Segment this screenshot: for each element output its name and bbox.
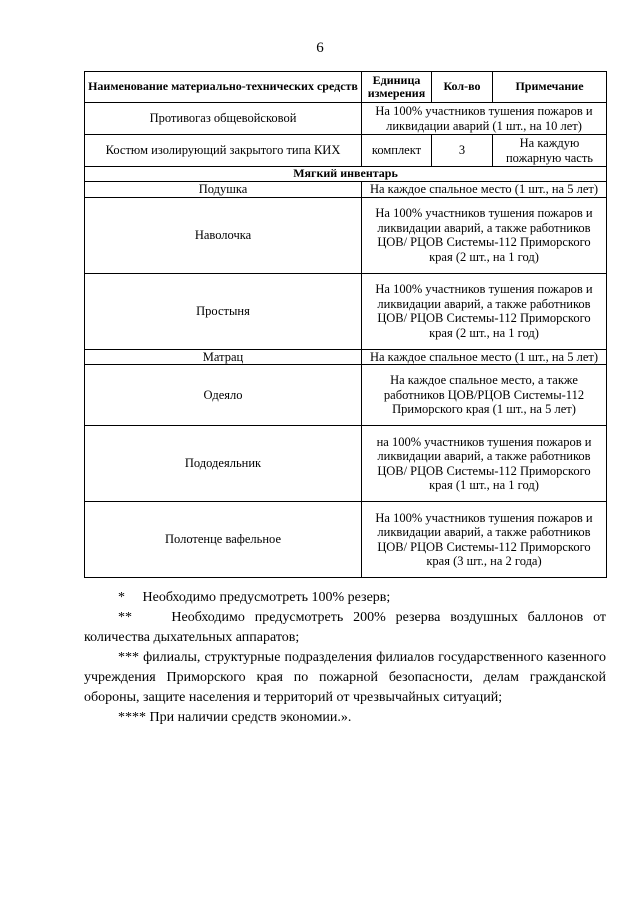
table-row (85, 349, 607, 365)
header-note: Примечание (493, 72, 607, 103)
header-qty: Кол-во (432, 72, 493, 103)
footnotes (84, 588, 610, 728)
footnote-2: ** Необходимо предусмотреть 200% резерва воздушных баллонов от количества дыхательных аппаратов; (84, 610, 610, 645)
row-note: На 100% участников тушения пожаров и ликвидации аварий, а также работников ЦОВ/ РЦОВ Системы-112 Приморского края (2 шт., на 1 год) (362, 197, 607, 273)
row-note: На 100% участников тушения пожаров и ликвидации аварий, а также работников ЦОВ/ РЦОВ Системы-112 Приморского края (3 шт., на 2 года) (362, 502, 607, 578)
table-header-row (85, 72, 607, 103)
equipment-table (84, 71, 607, 578)
row-note: на 100% участников тушения пожаров и ликвидации аварий, а также работников ЦОВ/ РЦОВ Системы-112 Приморского края (1 шт., на 1 год) (362, 426, 607, 502)
header-unit: Единица измерения (362, 72, 432, 103)
row-name: Простыня (85, 273, 362, 349)
table-row (85, 365, 607, 426)
row-note: На каждое спальное место (1 шт., на 5 лет) (362, 349, 607, 365)
row-name: Матрац (85, 349, 362, 365)
table-row (85, 182, 607, 198)
table-row (85, 426, 607, 502)
footnote-1: * Необходимо предусмотреть 100% резерв; (118, 590, 391, 605)
footnote-4: **** При наличии средств экономии.». (118, 710, 352, 725)
row-name: Полотенце вафельное (85, 502, 362, 578)
row-note: На 100% участников тушения пожаров и ликвидации аварий, а также работников ЦОВ/ РЦОВ Системы-112 Приморского края (2 шт., на 1 год) (362, 273, 607, 349)
table-row (85, 103, 607, 135)
row-name: Наволочка (85, 197, 362, 273)
row-name: Противогаз общевойсковой (85, 103, 362, 135)
header-name: Наименование материально-технических средств (85, 72, 362, 103)
row-name: Пододеяльник (85, 426, 362, 502)
row-note: На 100% участников тушения пожаров и ликвидации аварий (1 шт., на 10 лет) (362, 103, 607, 135)
row-note: На каждую пожарную часть (493, 135, 607, 167)
row-name: Костюм изолирующий закрытого типа КИХ (85, 135, 362, 167)
table-row (85, 502, 607, 578)
row-note: На каждое спальное место, а также работников ЦОВ/РЦОВ Системы-112 Приморского края (1 шт., на 5 лет) (362, 365, 607, 426)
table-row (85, 273, 607, 349)
page-number: 6 (316, 40, 324, 56)
row-name: Подушка (85, 182, 362, 198)
row-qty: 3 (432, 135, 493, 167)
row-unit: комплект (362, 135, 432, 167)
row-name: Одеяло (85, 365, 362, 426)
footnote-3: *** филиалы, структурные подразделения филиалов государственного казенного учреждения Приморского края по пожарной безопасности, делам гражданской обороны, защите населения и территорий от чрезвычайных ситуаций; (84, 650, 606, 705)
table-row (85, 197, 607, 273)
section-row (85, 167, 607, 182)
row-note: На каждое спальное место (1 шт., на 5 лет) (362, 182, 607, 198)
table-row (85, 135, 607, 167)
section-title: Мягкий инвентарь (85, 167, 607, 182)
